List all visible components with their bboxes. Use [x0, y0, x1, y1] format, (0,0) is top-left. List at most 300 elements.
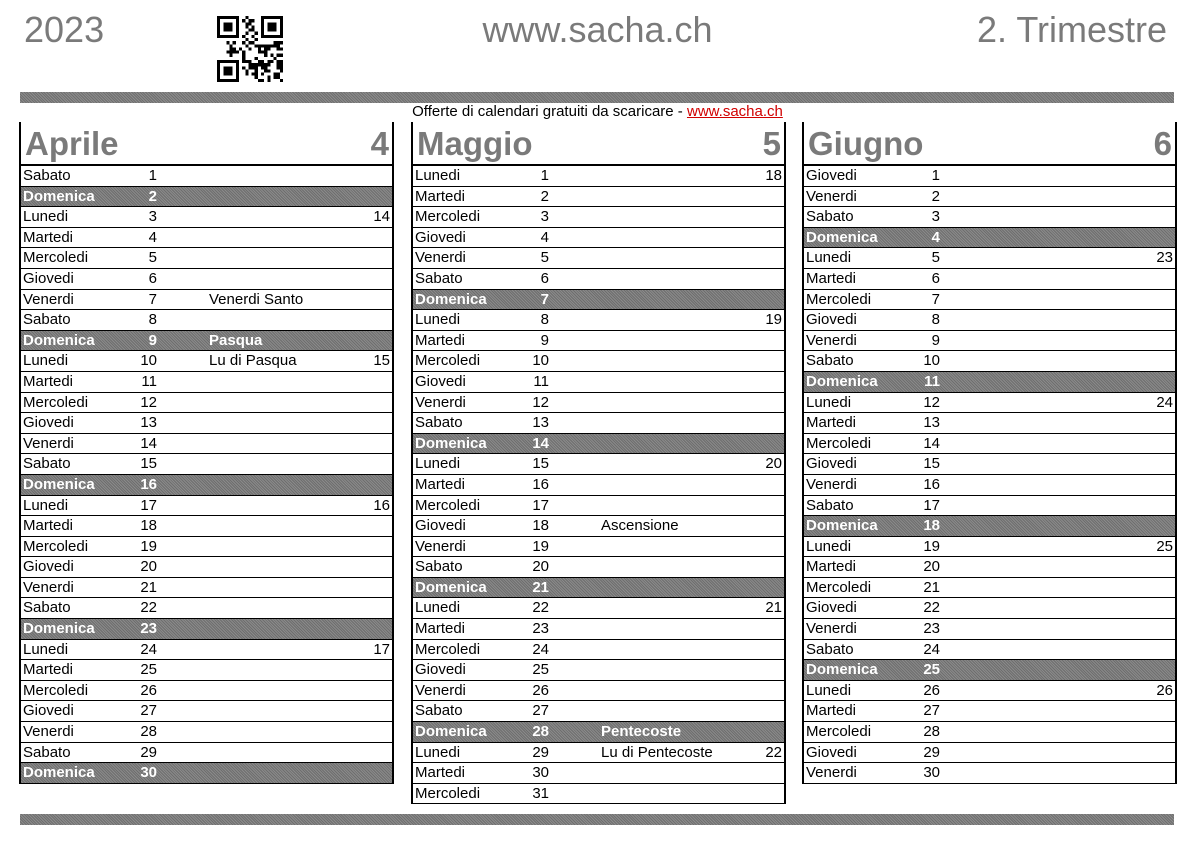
day-row [413, 207, 784, 228]
day-row [21, 187, 392, 208]
day-row [21, 660, 392, 681]
day-row [804, 290, 1175, 311]
day-number: 26 [532, 681, 549, 699]
day-number: 25 [140, 661, 157, 679]
holiday: Ascensione [601, 517, 679, 535]
holiday: Pasqua [209, 331, 263, 349]
weekday: Giovedi [23, 414, 74, 432]
weekday: Sabato [23, 311, 71, 329]
weekday: Giovedi [415, 661, 466, 679]
day-row [413, 351, 784, 372]
day-number: 7 [540, 290, 549, 308]
weekday: Sabato [806, 640, 854, 658]
day-number: 19 [923, 537, 940, 555]
day-row [413, 187, 784, 208]
day-list [804, 166, 1175, 784]
weekday: Venerdi [806, 331, 857, 349]
weekday: Lunedi [806, 681, 852, 699]
day-number: 29 [923, 743, 940, 761]
holiday: Lu di Pasqua [209, 352, 297, 370]
weekday: Lunedi [415, 311, 461, 329]
day-row [413, 269, 784, 290]
holiday: Pentecoste [601, 723, 682, 741]
day-number: 29 [140, 743, 157, 761]
weekday: Mercoledi [23, 537, 89, 555]
day-number: 15 [140, 455, 157, 473]
day-row [413, 743, 784, 764]
month-april [19, 122, 394, 784]
tagline-text: Offerte di calendari gratuiti da scaricare - [412, 103, 687, 120]
day-row [413, 557, 784, 578]
day-number: 2 [540, 187, 549, 205]
day-number: 9 [148, 331, 157, 349]
day-row [21, 207, 392, 228]
day-number: 20 [140, 558, 157, 576]
weekday: Martedi [415, 764, 466, 782]
day-row [804, 454, 1175, 475]
day-number: 12 [140, 393, 157, 411]
weekday: Mercoledi [23, 249, 89, 267]
day-list [413, 166, 784, 804]
weekday: Domenica [415, 434, 487, 452]
day-number: 21 [140, 578, 157, 596]
day-number: 16 [140, 475, 157, 493]
day-number: 30 [923, 764, 940, 782]
weekday: Domenica [806, 228, 878, 246]
weekday: Domenica [806, 372, 878, 390]
day-number: 18 [923, 517, 940, 535]
weekday: Martedi [415, 475, 466, 493]
weekday: Giovedi [806, 743, 857, 761]
day-number: 6 [931, 269, 940, 287]
day-row [21, 454, 392, 475]
weekday: Martedi [806, 414, 857, 432]
weekday: Mercoledi [806, 290, 872, 308]
day-number: 26 [140, 681, 157, 699]
day-row [21, 351, 392, 372]
day-row [21, 537, 392, 558]
day-number: 27 [923, 702, 940, 720]
day-row [804, 393, 1175, 414]
day-row [21, 701, 392, 722]
week-number: 14 [373, 208, 390, 226]
week-number: 21 [765, 599, 782, 617]
weekday: Sabato [415, 269, 463, 287]
week-number: 16 [373, 496, 390, 514]
day-row [21, 228, 392, 249]
day-number: 18 [140, 517, 157, 535]
day-number: 12 [923, 393, 940, 411]
day-number: 23 [532, 620, 549, 638]
day-row [21, 496, 392, 517]
month-june [802, 122, 1177, 784]
day-number: 26 [923, 681, 940, 699]
week-number: 26 [1156, 681, 1173, 699]
month-name: Giugno [808, 125, 924, 162]
weekday: Lunedi [23, 352, 69, 370]
day-number: 20 [532, 558, 549, 576]
day-row [413, 290, 784, 311]
day-number: 31 [532, 784, 549, 802]
weekday: Domenica [23, 764, 95, 782]
weekday: Martedi [415, 331, 466, 349]
weekday: Domenica [23, 187, 95, 205]
quarter-label: 2. Trimestre [976, 9, 1167, 50]
day-row [21, 290, 392, 311]
weekday: Venerdi [23, 723, 74, 741]
day-number: 10 [532, 352, 549, 370]
day-row [804, 372, 1175, 393]
day-row [804, 187, 1175, 208]
weekday: Martedi [806, 702, 857, 720]
weekday: Mercoledi [806, 434, 872, 452]
day-number: 22 [140, 599, 157, 617]
weekday: Giovedi [806, 167, 857, 184]
day-row [413, 475, 784, 496]
day-row [804, 516, 1175, 537]
day-row [413, 640, 784, 661]
weekday: Martedi [415, 187, 466, 205]
weekday: Lunedi [415, 599, 461, 617]
day-number: 4 [931, 228, 940, 246]
weekday: Domenica [415, 290, 487, 308]
site-url[interactable]: www.sacha.ch [482, 9, 713, 50]
day-row [21, 331, 392, 352]
weekday: Sabato [23, 167, 71, 184]
day-row [804, 681, 1175, 702]
day-number: 21 [532, 578, 549, 596]
day-row [413, 413, 784, 434]
day-row [804, 557, 1175, 578]
weekday: Mercoledi [415, 496, 481, 514]
day-number: 1 [148, 167, 157, 184]
weekday: Venerdi [806, 187, 857, 205]
day-row [413, 660, 784, 681]
weekday: Giovedi [415, 228, 466, 246]
weekday: Giovedi [23, 269, 74, 287]
day-number: 16 [532, 475, 549, 493]
weekday: Giovedi [806, 599, 857, 617]
weekday: Lunedi [415, 743, 461, 761]
weekday: Sabato [23, 599, 71, 617]
day-row [804, 537, 1175, 558]
day-row [21, 557, 392, 578]
day-row [413, 537, 784, 558]
day-row [21, 310, 392, 331]
weekday: Giovedi [23, 702, 74, 720]
weekday: Mercoledi [415, 208, 481, 226]
month-number: 5 [762, 125, 781, 162]
tagline [0, 103, 1195, 121]
day-number: 13 [532, 414, 549, 432]
weekday: Venerdi [23, 434, 74, 452]
day-number: 14 [923, 434, 940, 452]
day-number: 28 [923, 723, 940, 741]
weekday: Lunedi [806, 537, 852, 555]
day-row [413, 228, 784, 249]
weekday: Venerdi [23, 578, 74, 596]
day-row [804, 310, 1175, 331]
weekday: Lunedi [23, 208, 69, 226]
week-number: 15 [373, 352, 390, 370]
day-number: 10 [140, 352, 157, 370]
day-row [21, 598, 392, 619]
day-number: 12 [532, 393, 549, 411]
month-header [21, 122, 392, 166]
weekday: Mercoledi [415, 784, 481, 802]
month-number: 6 [1153, 125, 1172, 162]
day-number: 15 [923, 455, 940, 473]
weekday: Sabato [806, 208, 854, 226]
day-number: 21 [923, 578, 940, 596]
day-number: 11 [533, 372, 549, 390]
weekday: Martedi [23, 228, 74, 246]
weekday: Venerdi [415, 249, 466, 267]
day-number: 10 [923, 352, 940, 370]
day-row [804, 475, 1175, 496]
day-row [804, 351, 1175, 372]
day-row [21, 681, 392, 702]
day-row [413, 454, 784, 475]
day-number: 22 [923, 599, 940, 617]
month-name: Aprile [25, 125, 119, 162]
day-row [804, 598, 1175, 619]
day-row [804, 578, 1175, 599]
day-row [21, 619, 392, 640]
weekday: Domenica [806, 517, 878, 535]
day-number: 3 [148, 208, 157, 226]
day-number: 2 [148, 187, 157, 205]
weekday: Giovedi [415, 372, 466, 390]
day-row [413, 248, 784, 269]
weekday: Lunedi [415, 455, 461, 473]
day-number: 13 [140, 414, 157, 432]
day-number: 5 [931, 249, 940, 267]
weekday: Martedi [23, 661, 74, 679]
weekday: Martedi [806, 269, 857, 287]
day-number: 27 [532, 702, 549, 720]
weekday: Mercoledi [415, 640, 481, 658]
weekday: Sabato [415, 558, 463, 576]
day-number: 24 [140, 640, 157, 658]
day-number: 11 [141, 372, 157, 390]
day-row [21, 413, 392, 434]
day-number: 11 [924, 372, 940, 390]
day-row [413, 619, 784, 640]
day-row [413, 722, 784, 743]
day-number: 14 [140, 434, 157, 452]
day-number: 29 [532, 743, 549, 761]
day-number: 19 [532, 537, 549, 555]
weekday: Venerdi [806, 620, 857, 638]
day-list [21, 166, 392, 784]
weekday: Mercoledi [806, 723, 872, 741]
day-row [804, 763, 1175, 784]
day-row [804, 743, 1175, 764]
day-number: 25 [923, 661, 940, 679]
day-row [413, 166, 784, 187]
day-row [413, 681, 784, 702]
day-row [804, 434, 1175, 455]
day-row [21, 166, 392, 187]
weekday: Sabato [806, 496, 854, 514]
day-number: 8 [540, 311, 549, 329]
day-row [21, 269, 392, 290]
day-number: 23 [140, 620, 157, 638]
day-number: 28 [140, 723, 157, 741]
holiday: Lu di Pentecoste [601, 743, 713, 761]
day-row [413, 516, 784, 537]
weekday: Mercoledi [23, 681, 89, 699]
day-number: 2 [931, 187, 940, 205]
month-header [413, 122, 784, 166]
day-number: 22 [532, 599, 549, 617]
weekday: Venerdi [23, 290, 74, 308]
day-number: 6 [148, 269, 157, 287]
week-number: 25 [1156, 537, 1173, 555]
day-row [21, 248, 392, 269]
holiday: Venerdi Santo [209, 290, 304, 308]
weekday: Domenica [806, 661, 878, 679]
day-row [804, 166, 1175, 187]
week-number: 17 [373, 640, 390, 658]
day-row [413, 784, 784, 805]
week-number: 19 [765, 311, 782, 329]
weekday: Mercoledi [23, 393, 89, 411]
weekday: Sabato [23, 743, 71, 761]
day-row [804, 660, 1175, 681]
day-row [21, 578, 392, 599]
day-number: 19 [140, 537, 157, 555]
weekday: Giovedi [806, 311, 857, 329]
weekday: Domenica [23, 331, 95, 349]
day-row [413, 434, 784, 455]
top-divider [20, 92, 1174, 103]
day-number: 13 [923, 414, 940, 432]
day-row [804, 413, 1175, 434]
weekday: Giovedi [806, 455, 857, 473]
day-number: 4 [540, 228, 549, 246]
weekday: Lunedi [415, 167, 461, 184]
day-number: 3 [931, 208, 940, 226]
month-number: 4 [370, 125, 389, 162]
day-number: 25 [532, 661, 549, 679]
weekday: Lunedi [806, 249, 852, 267]
day-row [21, 763, 392, 784]
day-row [413, 496, 784, 517]
weekday: Martedi [23, 372, 74, 390]
weekday: Martedi [415, 620, 466, 638]
day-row [804, 619, 1175, 640]
day-number: 3 [540, 208, 549, 226]
day-number: 8 [148, 311, 157, 329]
day-row [413, 701, 784, 722]
day-row [804, 496, 1175, 517]
day-row [21, 640, 392, 661]
week-number: 24 [1156, 393, 1173, 411]
weekday: Domenica [415, 578, 487, 596]
weekday: Giovedi [23, 558, 74, 576]
day-row [804, 640, 1175, 661]
day-row [804, 228, 1175, 249]
weekday: Venerdi [806, 475, 857, 493]
weekday: Lunedi [806, 393, 852, 411]
day-number: 1 [540, 167, 549, 184]
day-row [804, 269, 1175, 290]
day-row [413, 578, 784, 599]
weekday: Lunedi [23, 640, 69, 658]
day-row [413, 393, 784, 414]
day-number: 27 [140, 702, 157, 720]
day-row [804, 207, 1175, 228]
weekday: Mercoledi [415, 352, 481, 370]
day-number: 18 [532, 517, 549, 535]
day-row [21, 516, 392, 537]
day-number: 17 [140, 496, 157, 514]
weekday: Sabato [806, 352, 854, 370]
weekday: Sabato [23, 455, 71, 473]
weekday: Venerdi [806, 764, 857, 782]
day-row [804, 722, 1175, 743]
week-number: 18 [765, 167, 782, 184]
weekday: Martedi [806, 558, 857, 576]
weekday: Domenica [23, 475, 95, 493]
week-number: 22 [765, 743, 782, 761]
weekday: Venerdi [415, 537, 466, 555]
year-label: 2023 [24, 9, 105, 50]
day-row [413, 763, 784, 784]
day-number: 30 [140, 764, 157, 782]
weekday: Domenica [415, 723, 487, 741]
day-number: 5 [540, 249, 549, 267]
day-row [413, 331, 784, 352]
weekday: Venerdi [415, 393, 466, 411]
day-number: 4 [148, 228, 157, 246]
day-row [804, 331, 1175, 352]
weekday: Giovedi [415, 517, 466, 535]
weekday: Domenica [23, 620, 95, 638]
day-number: 17 [923, 496, 940, 514]
day-number: 28 [532, 723, 549, 741]
day-number: 8 [931, 311, 940, 329]
day-number: 7 [931, 290, 940, 308]
weekday: Sabato [415, 702, 463, 720]
day-row [21, 372, 392, 393]
day-row [413, 310, 784, 331]
day-number: 7 [148, 290, 157, 308]
day-number: 20 [923, 558, 940, 576]
day-number: 6 [540, 269, 549, 287]
week-number: 20 [765, 455, 782, 473]
day-row [413, 598, 784, 619]
week-number: 23 [1156, 249, 1173, 267]
day-row [804, 248, 1175, 269]
day-number: 30 [532, 764, 549, 782]
day-number: 24 [532, 640, 549, 658]
day-row [21, 475, 392, 496]
month-name: Maggio [417, 125, 533, 162]
tagline-link[interactable]: www.sacha.ch [686, 103, 783, 120]
day-number: 23 [923, 620, 940, 638]
day-number: 15 [532, 455, 549, 473]
day-row [413, 372, 784, 393]
day-number: 9 [931, 331, 940, 349]
weekday: Martedi [23, 517, 74, 535]
day-number: 1 [931, 167, 940, 184]
weekday: Sabato [415, 414, 463, 432]
day-row [21, 722, 392, 743]
day-row [21, 434, 392, 455]
